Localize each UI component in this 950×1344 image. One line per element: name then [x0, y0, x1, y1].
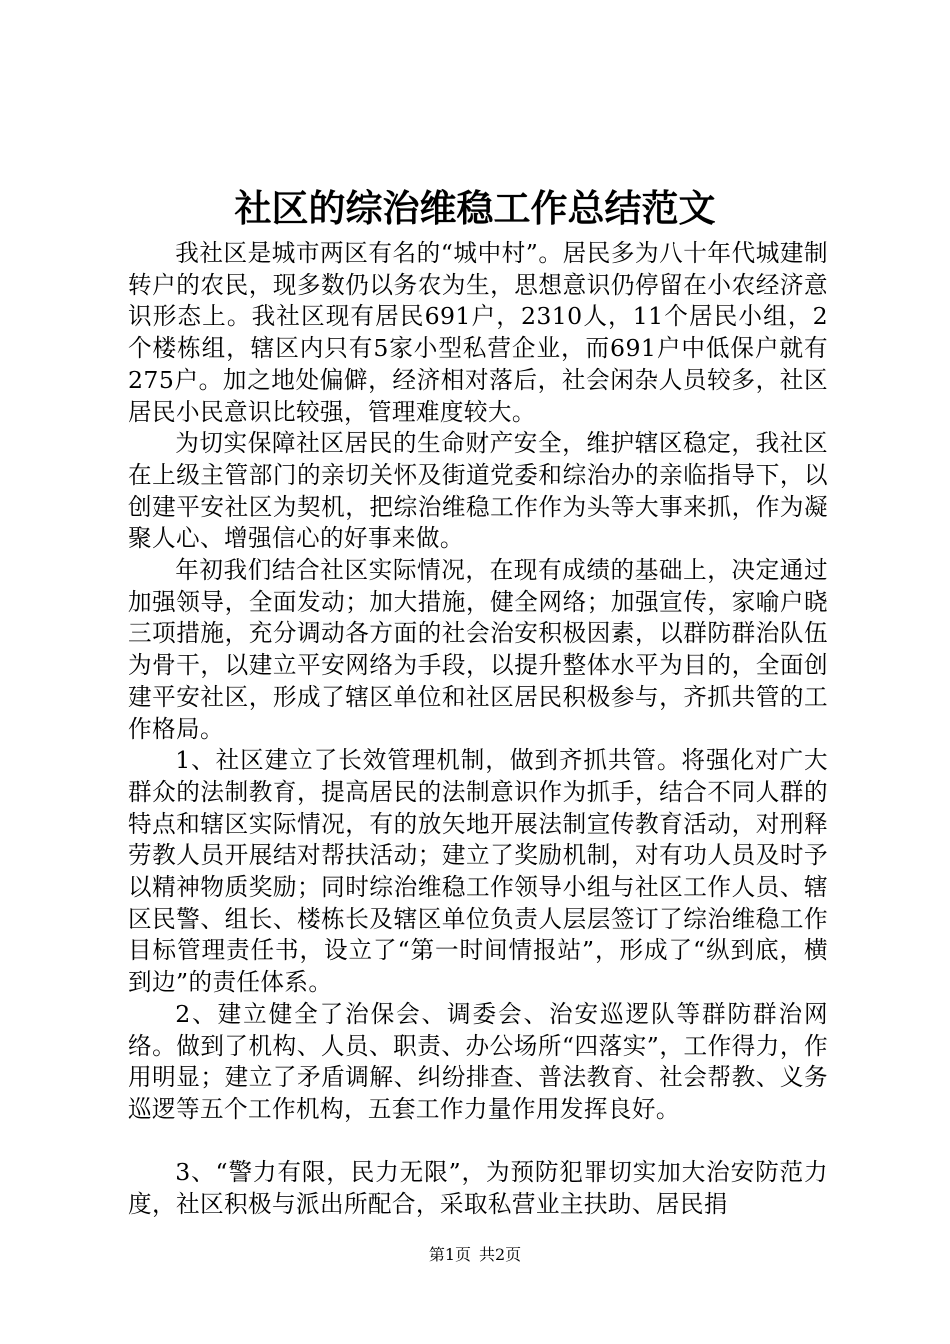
document-title: 社区的综治维稳工作总结范文 — [234, 186, 716, 230]
page-total: 共2页 — [479, 1245, 522, 1264]
paragraph-1: 我社区是城市两区有名的“城中村”。居民多为八十年代城建制转户的农民，现多数仍以务农为生，思想意识仍停留在小农经济意识形态上。我社区现有居民691户，2310人，11个居民小组，2个楼栋组，辖区内只有5家小型私营企业，而691户中低保户就有275户。加之地处偏僻，经济相对落后，社会闲杂人员较多，社区居民小民意识比较强，管理难度较大。 — [128, 239, 828, 426]
page-footer — [0, 1244, 950, 1266]
paragraph-5: 2、建立健全了治保会、调委会、治安巡逻队等群防群治网络。做到了机构、人员、职责、办公场所“四落实”，工作得力，作用明显；建立了矛盾调解、纠纷排查、普法教育、社会帮教、义务巡逻等五个工作机构，五套工作力量作用发挥良好。 — [128, 999, 828, 1123]
paragraph-2: 为切实保障社区居民的生命财产安全，维护辖区稳定，我社区在上级主管部门的亲切关怀及街道党委和综治办的亲临指导下，以创建平安社区为契机，把综治维稳工作作为头等大事来抓，作为凝聚人心、增强信心的好事来做。 — [128, 429, 828, 553]
paragraph-6: 3、“警力有限，民力无限”，为预防犯罪切实加大治安防范力度，社区积极与派出所配合，采取私营业主扶助、居民捐 — [128, 1158, 828, 1219]
paragraph-3: 年初我们结合社区实际情况，在现有成绩的基础上，决定通过加强领导，全面发动；加大措施，健全网络；加强宣传，家喻户晓三项措施，充分调动各方面的社会治安积极因素，以群防群治队伍为骨干，以建立平安网络为手段，以提升整体水平为目的，全面创建平安社区，形成了辖区单位和社区居民积极参与，齐抓共管的工作格局。 — [128, 556, 828, 743]
document-body — [128, 238, 828, 1221]
page-number: 第1页 — [428, 1245, 471, 1264]
paragraph-4: 1、社区建立了长效管理机制，做到齐抓共管。将强化对广大群众的法制教育，提高居民的法制意识作为抓手，结合不同人群的特点和辖区实际情况，有的放矢地开展法制宣传教育活动，对刑释劳教人员开展结对帮扶活动；建立了奖励机制，对有功人员及时予以精神物质奖励；同时综治维稳工作领导小组与社区工作人员、辖区民警、组长、楼栋长及辖区单位负责人层层签订了综治维稳工作目标管理责任书，设立了“第一时间情报站”，形成了“纵到底，横到边”的责任体系。 — [128, 746, 828, 997]
